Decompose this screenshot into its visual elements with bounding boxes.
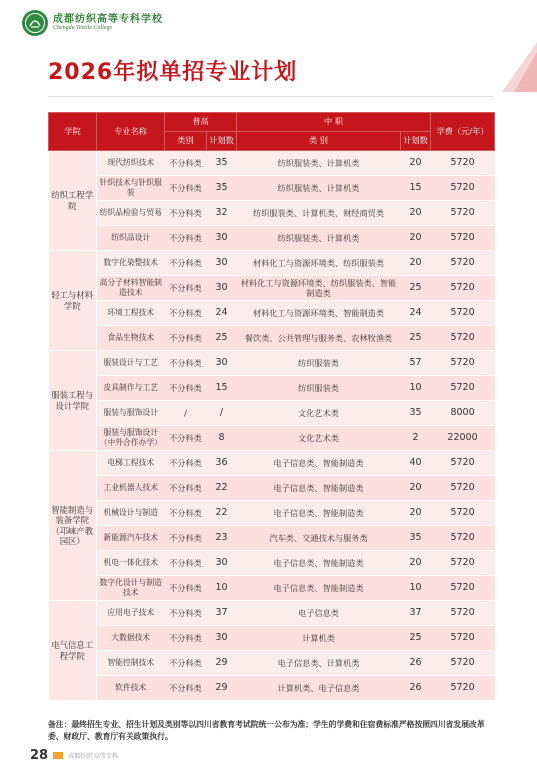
zhongzhi-category-cell: 电子信息类: [237, 601, 401, 626]
putong-plan-cell: 10: [207, 576, 237, 601]
putong-plan-cell: 37: [207, 601, 237, 626]
college-cell: 服装工程与设计学院: [49, 351, 97, 451]
putong-plan-cell: /: [207, 401, 237, 426]
table-row: [49, 601, 495, 626]
putong-category-cell: 不分科类: [165, 426, 207, 451]
putong-plan-cell: 30: [207, 251, 237, 276]
header-major: 专业名称: [97, 113, 165, 151]
fee-cell: 5720: [431, 501, 495, 526]
putong-plan-cell: 29: [207, 651, 237, 676]
fee-cell: 5720: [431, 376, 495, 401]
putong-plan-cell: 23: [207, 526, 237, 551]
putong-category-cell: 不分科类: [165, 451, 207, 476]
zhongzhi-plan-cell: 26: [401, 676, 431, 701]
zhongzhi-plan-cell: 20: [401, 251, 431, 276]
putong-plan-cell: 8: [207, 426, 237, 451]
zhongzhi-category-cell: 餐饮类、公共管理与服务类、农林牧渔类: [237, 326, 401, 351]
zhongzhi-category-cell: 电子信息类、智能制造类: [237, 551, 401, 576]
major-cell: 纺织品检验与贸易: [97, 201, 165, 226]
table-row: [49, 501, 495, 526]
header-putong-plan: 计划数: [207, 132, 237, 151]
table-row: [49, 376, 495, 401]
zhongzhi-plan-cell: 25: [401, 626, 431, 651]
school-name-en: Chengdu Textile College: [53, 25, 113, 32]
school-seal-icon: [22, 10, 48, 36]
putong-category-cell: 不分科类: [165, 526, 207, 551]
fee-cell: 5720: [431, 226, 495, 251]
zhongzhi-category-cell: 纺织服装类: [237, 376, 401, 401]
zhongzhi-plan-cell: 24: [401, 301, 431, 326]
zhongzhi-category-cell: 电子信息类、智能制造类: [237, 576, 401, 601]
college-cell: 智能制造与装备学院（邛崃产教园区）: [49, 451, 97, 601]
major-cell: 服装与服饰设计（中外合作办学）: [97, 426, 165, 451]
zhongzhi-plan-cell: 25: [401, 276, 431, 301]
putong-plan-cell: 22: [207, 501, 237, 526]
zhongzhi-plan-cell: 20: [401, 151, 431, 176]
table-row: [49, 426, 495, 451]
putong-plan-cell: 24: [207, 301, 237, 326]
fee-cell: 5720: [431, 576, 495, 601]
table-row: [49, 276, 495, 301]
putong-plan-cell: 30: [207, 551, 237, 576]
zhongzhi-plan-cell: 20: [401, 201, 431, 226]
fee-cell: 5720: [431, 201, 495, 226]
zhongzhi-category-cell: 计算机类、电子信息类: [237, 676, 401, 701]
fee-cell: 5720: [431, 276, 495, 301]
page-number: 28: [30, 748, 49, 763]
major-cell: 服装与服饰设计: [97, 401, 165, 426]
footer-text: 成都纺织 高等专科: [68, 753, 119, 760]
putong-plan-cell: 30: [207, 276, 237, 301]
putong-category-cell: 不分科类: [165, 376, 207, 401]
zhongzhi-plan-cell: 57: [401, 351, 431, 376]
header-fee: 学费（元/年）: [431, 113, 495, 151]
putong-plan-cell: 35: [207, 151, 237, 176]
header-college: 学院: [49, 113, 97, 151]
putong-category-cell: 不分科类: [165, 326, 207, 351]
fee-cell: 5720: [431, 451, 495, 476]
major-cell: 机械设计与制造: [97, 501, 165, 526]
fee-cell: 5720: [431, 651, 495, 676]
zhongzhi-plan-cell: 40: [401, 451, 431, 476]
zhongzhi-plan-cell: 15: [401, 176, 431, 201]
table-row: [49, 526, 495, 551]
table-row: [49, 201, 495, 226]
table-row: [49, 676, 495, 701]
fee-cell: 5720: [431, 676, 495, 701]
table-row: [49, 326, 495, 351]
table-row: [49, 576, 495, 601]
corner-decoration-icon: [492, 42, 537, 92]
zhongzhi-category-cell: 纺织服装类、计算机类: [237, 151, 401, 176]
putong-category-cell: 不分科类: [165, 626, 207, 651]
putong-plan-cell: 30: [207, 626, 237, 651]
fee-cell: 5720: [431, 626, 495, 651]
table-row: [49, 151, 495, 176]
putong-category-cell: 不分科类: [165, 601, 207, 626]
zhongzhi-category-cell: 电子信息类、智能制造类: [237, 451, 401, 476]
putong-category-cell: 不分科类: [165, 151, 207, 176]
major-cell: 现代纺织技术: [97, 151, 165, 176]
putong-category-cell: 不分科类: [165, 651, 207, 676]
college-cell: 纺织工程学院: [49, 151, 97, 251]
major-cell: 应用电子技术: [97, 601, 165, 626]
header-putong-category: 类别: [165, 132, 207, 151]
header-putong-group: 普高: [165, 113, 237, 132]
college-cell: 电气信息工程学院: [49, 601, 97, 701]
table-row: [49, 226, 495, 251]
table-row: [49, 351, 495, 376]
zhongzhi-plan-cell: 35: [401, 401, 431, 426]
zhongzhi-category-cell: 电子信息类、计算机类: [237, 651, 401, 676]
putong-category-cell: 不分科类: [165, 201, 207, 226]
fee-cell: 5720: [431, 176, 495, 201]
title-divider: [48, 96, 494, 97]
fee-cell: 5720: [431, 551, 495, 576]
school-name-cn: 成都纺织高等专科学校: [53, 14, 163, 26]
zhongzhi-category-cell: 电子信息类、智能制造类: [237, 501, 401, 526]
zhongzhi-category-cell: 材料化工与资源环境类、智能制造类: [237, 301, 401, 326]
major-cell: 针织技术与针织服装: [97, 176, 165, 201]
zhongzhi-plan-cell: 10: [401, 376, 431, 401]
major-cell: 电梯工程技术: [97, 451, 165, 476]
college-cell: 轻工与材料学院: [49, 251, 97, 351]
putong-category-cell: 不分科类: [165, 501, 207, 526]
header-zhongzhi-category: 类 别: [237, 132, 401, 151]
table-row: [49, 626, 495, 651]
header-zhongzhi-group: 中 职: [237, 113, 431, 132]
putong-plan-cell: 35: [207, 176, 237, 201]
table-row: [49, 251, 495, 276]
zhongzhi-category-cell: 材料化工与资源环境类、纺织服装类: [237, 251, 401, 276]
zhongzhi-plan-cell: 26: [401, 651, 431, 676]
putong-category-cell: 不分科类: [165, 226, 207, 251]
zhongzhi-plan-cell: 20: [401, 226, 431, 251]
fee-cell: 22000: [431, 426, 495, 451]
table-row: [49, 176, 495, 201]
header-zhongzhi-plan: 计划数: [401, 132, 431, 151]
table-row: [49, 551, 495, 576]
school-logo: [22, 10, 163, 36]
major-cell: 智能控制技术: [97, 651, 165, 676]
major-cell: 工业机器人技术: [97, 476, 165, 501]
zhongzhi-category-cell: 电子信息类、智能制造类: [237, 476, 401, 501]
putong-category-cell: 不分科类: [165, 176, 207, 201]
major-cell: 新能源汽车技术: [97, 526, 165, 551]
putong-category-cell: 不分科类: [165, 676, 207, 701]
putong-category-cell: 不分科类: [165, 251, 207, 276]
table-row: [49, 401, 495, 426]
zhongzhi-plan-cell: 10: [401, 576, 431, 601]
major-cell: 环境工程技术: [97, 301, 165, 326]
major-cell: 数字化设计与制造技术: [97, 576, 165, 601]
zhongzhi-category-cell: 文化艺术类: [237, 426, 401, 451]
putong-plan-cell: 22: [207, 476, 237, 501]
putong-plan-cell: 30: [207, 351, 237, 376]
putong-category-cell: 不分科类: [165, 476, 207, 501]
fee-cell: 5720: [431, 601, 495, 626]
zhongzhi-category-cell: 纺织服装类、计算机类: [237, 226, 401, 251]
page-footer: [30, 748, 118, 763]
putong-category-cell: 不分科类: [165, 576, 207, 601]
putong-plan-cell: 15: [207, 376, 237, 401]
putong-category-cell: 不分科类: [165, 551, 207, 576]
admission-plan-table: [48, 112, 495, 701]
putong-plan-cell: 25: [207, 326, 237, 351]
table-row: [49, 476, 495, 501]
fee-cell: 5720: [431, 476, 495, 501]
fee-cell: 5720: [431, 251, 495, 276]
zhongzhi-category-cell: 文化艺术类: [237, 401, 401, 426]
zhongzhi-category-cell: 材料化工与资源环境类、纺织服装类、智能制造类: [237, 276, 401, 301]
table-body: [49, 151, 495, 701]
zhongzhi-category-cell: 纺织服装类、计算机类: [237, 176, 401, 201]
major-cell: 服装设计与工艺: [97, 351, 165, 376]
zhongzhi-category-cell: 汽车类、交通技术与服务类: [237, 526, 401, 551]
major-cell: 大数据技术: [97, 626, 165, 651]
major-cell: 机电一体化技术: [97, 551, 165, 576]
table-row: [49, 651, 495, 676]
zhongzhi-plan-cell: 37: [401, 601, 431, 626]
putong-category-cell: 不分科类: [165, 301, 207, 326]
putong-plan-cell: 30: [207, 226, 237, 251]
fee-cell: 5720: [431, 301, 495, 326]
zhongzhi-plan-cell: 20: [401, 501, 431, 526]
zhongzhi-plan-cell: 20: [401, 476, 431, 501]
putong-plan-cell: 29: [207, 676, 237, 701]
putong-category-cell: 不分科类: [165, 276, 207, 301]
footer-accent-bar: [53, 752, 63, 759]
fee-cell: 5720: [431, 326, 495, 351]
putong-category-cell: 不分科类: [165, 351, 207, 376]
putong-plan-cell: 32: [207, 201, 237, 226]
zhongzhi-category-cell: 计算机类: [237, 626, 401, 651]
zhongzhi-plan-cell: 20: [401, 551, 431, 576]
fee-cell: 5720: [431, 351, 495, 376]
zhongzhi-plan-cell: 25: [401, 326, 431, 351]
zhongzhi-category-cell: 纺织服装类、计算机类、财经商贸类: [237, 201, 401, 226]
major-cell: 纺织品设计: [97, 226, 165, 251]
footnote: 备注：最终招生专业、招生计划及类别等以四川省教育考试院统一公布为准；学生的学费和住宿费标准严格按照四川省发展改革委、财政厅、教育厅有关政策执行。: [48, 720, 485, 742]
major-cell: 皮具制作与工艺: [97, 376, 165, 401]
putong-plan-cell: 36: [207, 451, 237, 476]
major-cell: 高分子材料智能制造技术: [97, 276, 165, 301]
major-cell: 软件技术: [97, 676, 165, 701]
fee-cell: 5720: [431, 526, 495, 551]
fee-cell: 8000: [431, 401, 495, 426]
table-row: [49, 451, 495, 476]
admission-plan-table-wrap: [48, 112, 494, 701]
page-title: 2026年拟单招专业计划: [48, 60, 298, 85]
fee-cell: 5720: [431, 151, 495, 176]
major-cell: 食品生物技术: [97, 326, 165, 351]
zhongzhi-category-cell: 纺织服装类: [237, 351, 401, 376]
zhongzhi-plan-cell: 35: [401, 526, 431, 551]
major-cell: 数字化染整技术: [97, 251, 165, 276]
zhongzhi-plan-cell: 2: [401, 426, 431, 451]
putong-category-cell: /: [165, 401, 207, 426]
table-row: [49, 301, 495, 326]
